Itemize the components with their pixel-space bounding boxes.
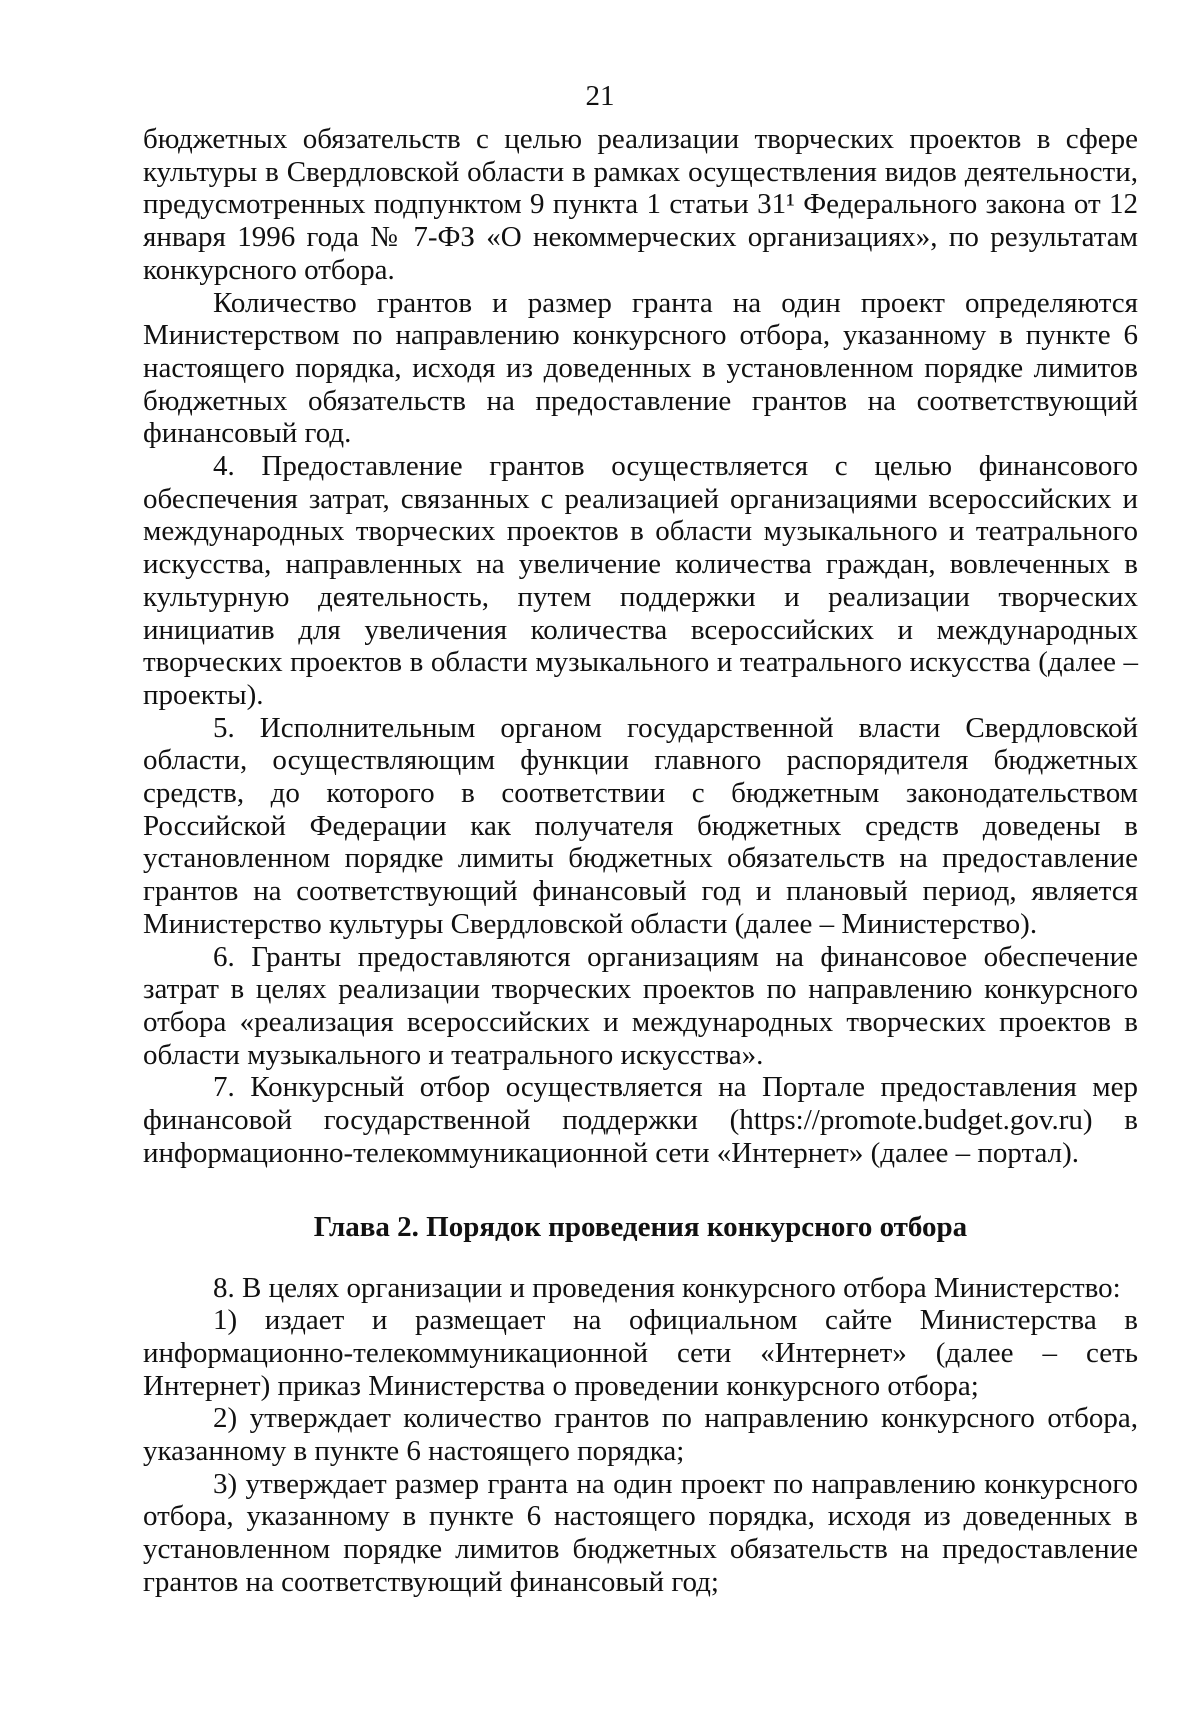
paragraph-subitem-3: 3) утверждает размер гранта на один проект по направлению конкурсного отбора, указанному в пункте 6 настоящего порядка, исходя из доведенных в установленном порядке лимитов бюджетных обязательств на предоставление грантов на соответствующий финансовый год; bbox=[143, 1467, 1138, 1598]
paragraph-subitem-2: 2) утверждает количество грантов по направлению конкурсного отбора, указанному в пункте 6 настоящего порядка; bbox=[143, 1402, 1138, 1468]
paragraph-item-6: 6. Гранты предоставляются организациям на финансовое обеспечение затрат в целях реализации творческих проектов по направлению конкурсного отбора «реализация всероссийских и международных творческих проектов в области музыкального и театрального искусства». bbox=[143, 940, 1138, 1071]
paragraph-subitem-1: 1) издает и размещает на официальном сайте Министерства в информационно-телекоммуникационной сети «Интернет» (далее – сеть Интернет) приказ Министерства о проведении конкурсного отбора; bbox=[143, 1304, 1138, 1402]
paragraph-grant-count: Количество грантов и размер гранта на один проект определяются Министерством по направлению конкурсного отбора, указанному в пункте 6 настоящего порядка, исходя из доведенных в установленном порядке лимитов бюджетных обязательств на предоставление грантов на соответствующий финансовый год. bbox=[143, 286, 1138, 450]
page-number: 21 bbox=[585, 80, 615, 112]
paragraph-item-5: 5. Исполнительным органом государственной власти Свердловской области, осуществляющим функции главного распорядителя бюджетных средств, до которого в соответствии с бюджетным законодательством Российской Федерации как получателя бюджетных средств доведены в установленном порядке лимиты бюджетных обязательств на предоставление грантов на соответствующий финансовый год и плановый период, является Министерство культуры Свердловской области (далее – Министерство). bbox=[143, 711, 1138, 940]
paragraph-continuation: бюджетных обязательств с целью реализации творческих проектов в сфере культуры в Свердловской области в рамках осуществления видов деятельности, предусмотренных подпунктом 9 пункта 1 статьи 31¹ Федерального закона от 12 января 1996 года № 7-ФЗ «О некоммерческих организациях», по результатам конкурсного отбора. bbox=[143, 123, 1138, 286]
paragraph-item-7: 7. Конкурсный отбор осуществляется на Портале предоставления мер финансовой государственной поддержки (https://promote.budget.gov.ru) в информационно-телекоммуникационной сети «Интернет» (далее – портал). bbox=[143, 1071, 1138, 1169]
paragraph-item-4: 4. Предоставление грантов осуществляется с целью финансового обеспечения затрат, связанных с реализацией организациями всероссийских и международных творческих проектов в области музыкального и театрального искусства, направленных на увеличение количества граждан, вовлеченных в культурную деятельность, путем поддержки и реализации творческих инициатив для увеличения количества всероссийских и международных творческих проектов в области музыкального и театрального искусства (далее – проекты). bbox=[143, 450, 1138, 711]
chapter-heading: Глава 2. Порядок проведения конкурсного отбора bbox=[313, 1210, 968, 1243]
paragraph-item-8: 8. В целях организации и проведения конкурсного отбора Министерство: bbox=[213, 1271, 1121, 1304]
document-body bbox=[143, 123, 1138, 1599]
